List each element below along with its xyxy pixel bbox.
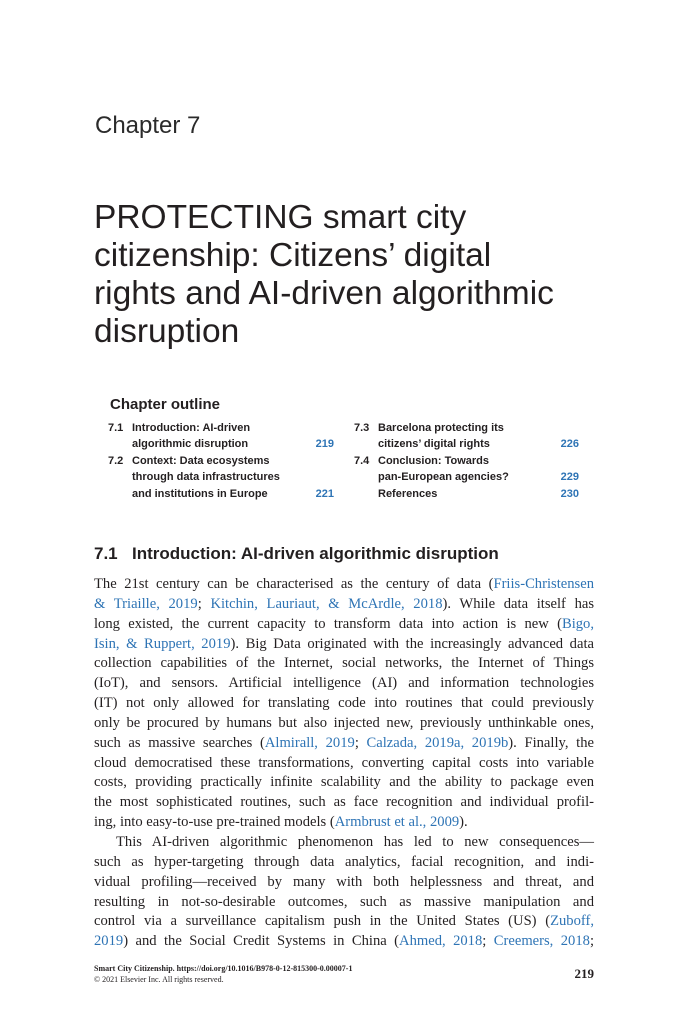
outline-entry-number	[354, 486, 378, 502]
text-line	[94, 714, 594, 734]
outline-entry-number: 7.1	[108, 422, 124, 434]
outline-entry-line	[108, 420, 334, 436]
outline-entry-page[interactable]: 226	[560, 438, 579, 451]
outline-entry-line	[354, 420, 579, 436]
citation-link[interactable]: Calzada, 2019a, 2019b	[366, 734, 509, 751]
citation-link[interactable]: Bigo,	[561, 615, 594, 632]
text-line	[94, 674, 594, 694]
outline-heading: Chapter outline	[110, 396, 221, 413]
outline-entry-text: and institutions in Europe	[132, 487, 268, 500]
body-paragraphs	[94, 575, 594, 952]
outline-right-column	[354, 420, 579, 502]
text-line	[94, 873, 594, 893]
citation-link[interactable]: Creemers, 2018	[493, 933, 590, 950]
outline-entry-line	[108, 453, 334, 469]
text-line	[94, 615, 594, 635]
text-run: such as hyper-targeting through data analytics, facial recognition, and indi-	[94, 853, 594, 870]
citation-link[interactable]: Zuboff,	[550, 913, 594, 930]
chapter-label: Chapter 7	[95, 112, 201, 139]
text-run: ).	[459, 814, 468, 831]
outline-entry-text: References	[378, 487, 438, 500]
text-line	[94, 734, 594, 754]
outline-entry-page[interactable]: 229	[560, 471, 579, 484]
text-run: such as massive searches (	[94, 734, 265, 751]
outline-entry-line[interactable]	[108, 486, 334, 502]
text-run: ). While data itself has	[442, 595, 595, 612]
text-run: cloud democratised these transformations, converting capital costs into variable	[94, 754, 594, 771]
outline-entry-number	[354, 436, 378, 452]
text-run: the most sophisticated routines, such as face recognition and individual profil-	[94, 794, 594, 811]
outline-entry-text: through data infrastructures	[132, 471, 280, 484]
text-run: This AI-driven algorithmic phenomenon has led to new consequences—	[116, 833, 594, 850]
text-line	[94, 694, 594, 714]
outline-entry-line[interactable]	[354, 486, 579, 502]
outline-entry-number: 7.3	[354, 422, 370, 434]
text-run: (IT) not only allowed for translating code into routines that could previously	[94, 695, 594, 712]
citation-link[interactable]: Friis-Christensen	[493, 576, 594, 592]
outline-entry-line[interactable]	[354, 436, 579, 452]
text-line	[94, 793, 594, 813]
outline-entry-line	[354, 453, 579, 469]
outline-entry-number	[108, 486, 132, 502]
text-run: (IoT), and sensors. Artificial intelligence (AI) and information technologies	[94, 675, 594, 692]
text-run: ing, into easy-to-use pre-trained models (	[94, 814, 335, 831]
text-run: ;	[354, 734, 367, 751]
outline-entry-text: citizens’ digital rights	[378, 438, 490, 451]
section-heading	[94, 544, 499, 564]
text-line	[94, 754, 594, 774]
text-line	[94, 833, 594, 853]
text-run: collection capabilities of the Internet, social networks, the Internet of Things	[94, 655, 594, 672]
outline-entry-text: Barcelona protecting its	[378, 422, 504, 434]
text-run: long existed, the current capacity to transform data into action is new (	[94, 615, 562, 632]
outline-entry-page[interactable]: 230	[560, 487, 579, 500]
outline-entry-line[interactable]	[354, 469, 579, 485]
outline-entry-number: 7.4	[354, 454, 370, 467]
text-line	[94, 932, 594, 952]
citation-link[interactable]: & Triaille, 2019	[94, 595, 198, 612]
citation-link[interactable]: Kitchin, Lauriaut, & McArdle, 2018	[210, 595, 443, 612]
citation-link[interactable]: 2019	[94, 933, 124, 950]
citation-link[interactable]: Ahmed, 2018	[399, 933, 483, 950]
chapter-title	[94, 199, 634, 351]
section-title: Introduction: AI-driven algorithmic disruption	[132, 544, 499, 563]
citation-link[interactable]: Almirall, 2019	[264, 734, 355, 751]
title-line: citizenship: Citizens’ digital	[94, 237, 492, 274]
text-line	[94, 813, 594, 833]
outline-entry-page[interactable]: 219	[315, 438, 334, 451]
outline-entry-text: Introduction: AI-driven	[132, 422, 251, 434]
text-line	[94, 575, 594, 595]
page-number: 219	[574, 966, 594, 981]
footer-copyright: © 2021 Elsevier Inc. All rights reserved.	[94, 975, 224, 984]
outline-entry-text: Conclusion: Towards	[378, 454, 490, 467]
title-line: disruption	[94, 313, 240, 350]
text-run: ). Finally, the	[508, 734, 595, 751]
outline-left-column	[108, 420, 334, 502]
section-number: 7.1	[94, 544, 118, 563]
title-line: PROTECTING smart city	[94, 199, 467, 236]
text-line	[94, 893, 594, 913]
outline-entry-number	[354, 469, 378, 485]
title-line: rights and AI-driven algorithmic	[94, 275, 554, 312]
text-line	[94, 654, 594, 674]
text-run: ;	[589, 933, 595, 950]
text-run: costs, providing practically infinite scalability and the ability to package even	[94, 774, 594, 791]
outline-entry-line	[108, 469, 334, 485]
text-line	[94, 853, 594, 873]
text-run: ;	[197, 595, 211, 612]
text-run: resulting in not-so-desirable outcomes, such as massive manipulation and	[94, 893, 594, 910]
citation-link[interactable]: Armbrust et al., 2009	[334, 814, 460, 831]
outline-entry-page[interactable]: 221	[315, 487, 334, 500]
text-line	[94, 773, 594, 793]
outline-entry-text: algorithmic disruption	[132, 438, 249, 451]
text-run: only be procured by humans but also injected new, previously unthinkable ones,	[94, 714, 594, 731]
footer-info	[94, 963, 352, 985]
outline-entry-text: Context: Data ecosystems	[132, 454, 270, 467]
outline-entry-number	[108, 436, 132, 452]
text-run: control via a surveillance capitalism push in the United States (US) (	[94, 913, 551, 930]
text-run: ) and the Social Credit Systems in China (	[123, 933, 400, 950]
outline-entry-number: 7.2	[108, 454, 124, 467]
footer-doi: Smart City Citizenship. https://doi.org/10.1016/B978-0-12-815300-0.00007-1	[94, 964, 353, 973]
text-run: ). Big Data originated with the increasingly advanced data	[230, 635, 594, 652]
outline-entry-text: pan-European agencies?	[378, 471, 509, 484]
text-line	[94, 635, 594, 655]
text-line	[94, 595, 594, 615]
text-run: vidual profiling—received by many with both helplessness and threat, and	[94, 873, 594, 890]
citation-link[interactable]: Isin, & Ruppert, 2019	[94, 635, 231, 652]
text-run: The 21st century can be characterised as the century of data (	[94, 576, 494, 592]
text-line	[94, 912, 594, 932]
outline-entry-line[interactable]	[108, 436, 334, 452]
outline-entry-number	[108, 469, 132, 485]
text-run: ;	[482, 933, 494, 950]
